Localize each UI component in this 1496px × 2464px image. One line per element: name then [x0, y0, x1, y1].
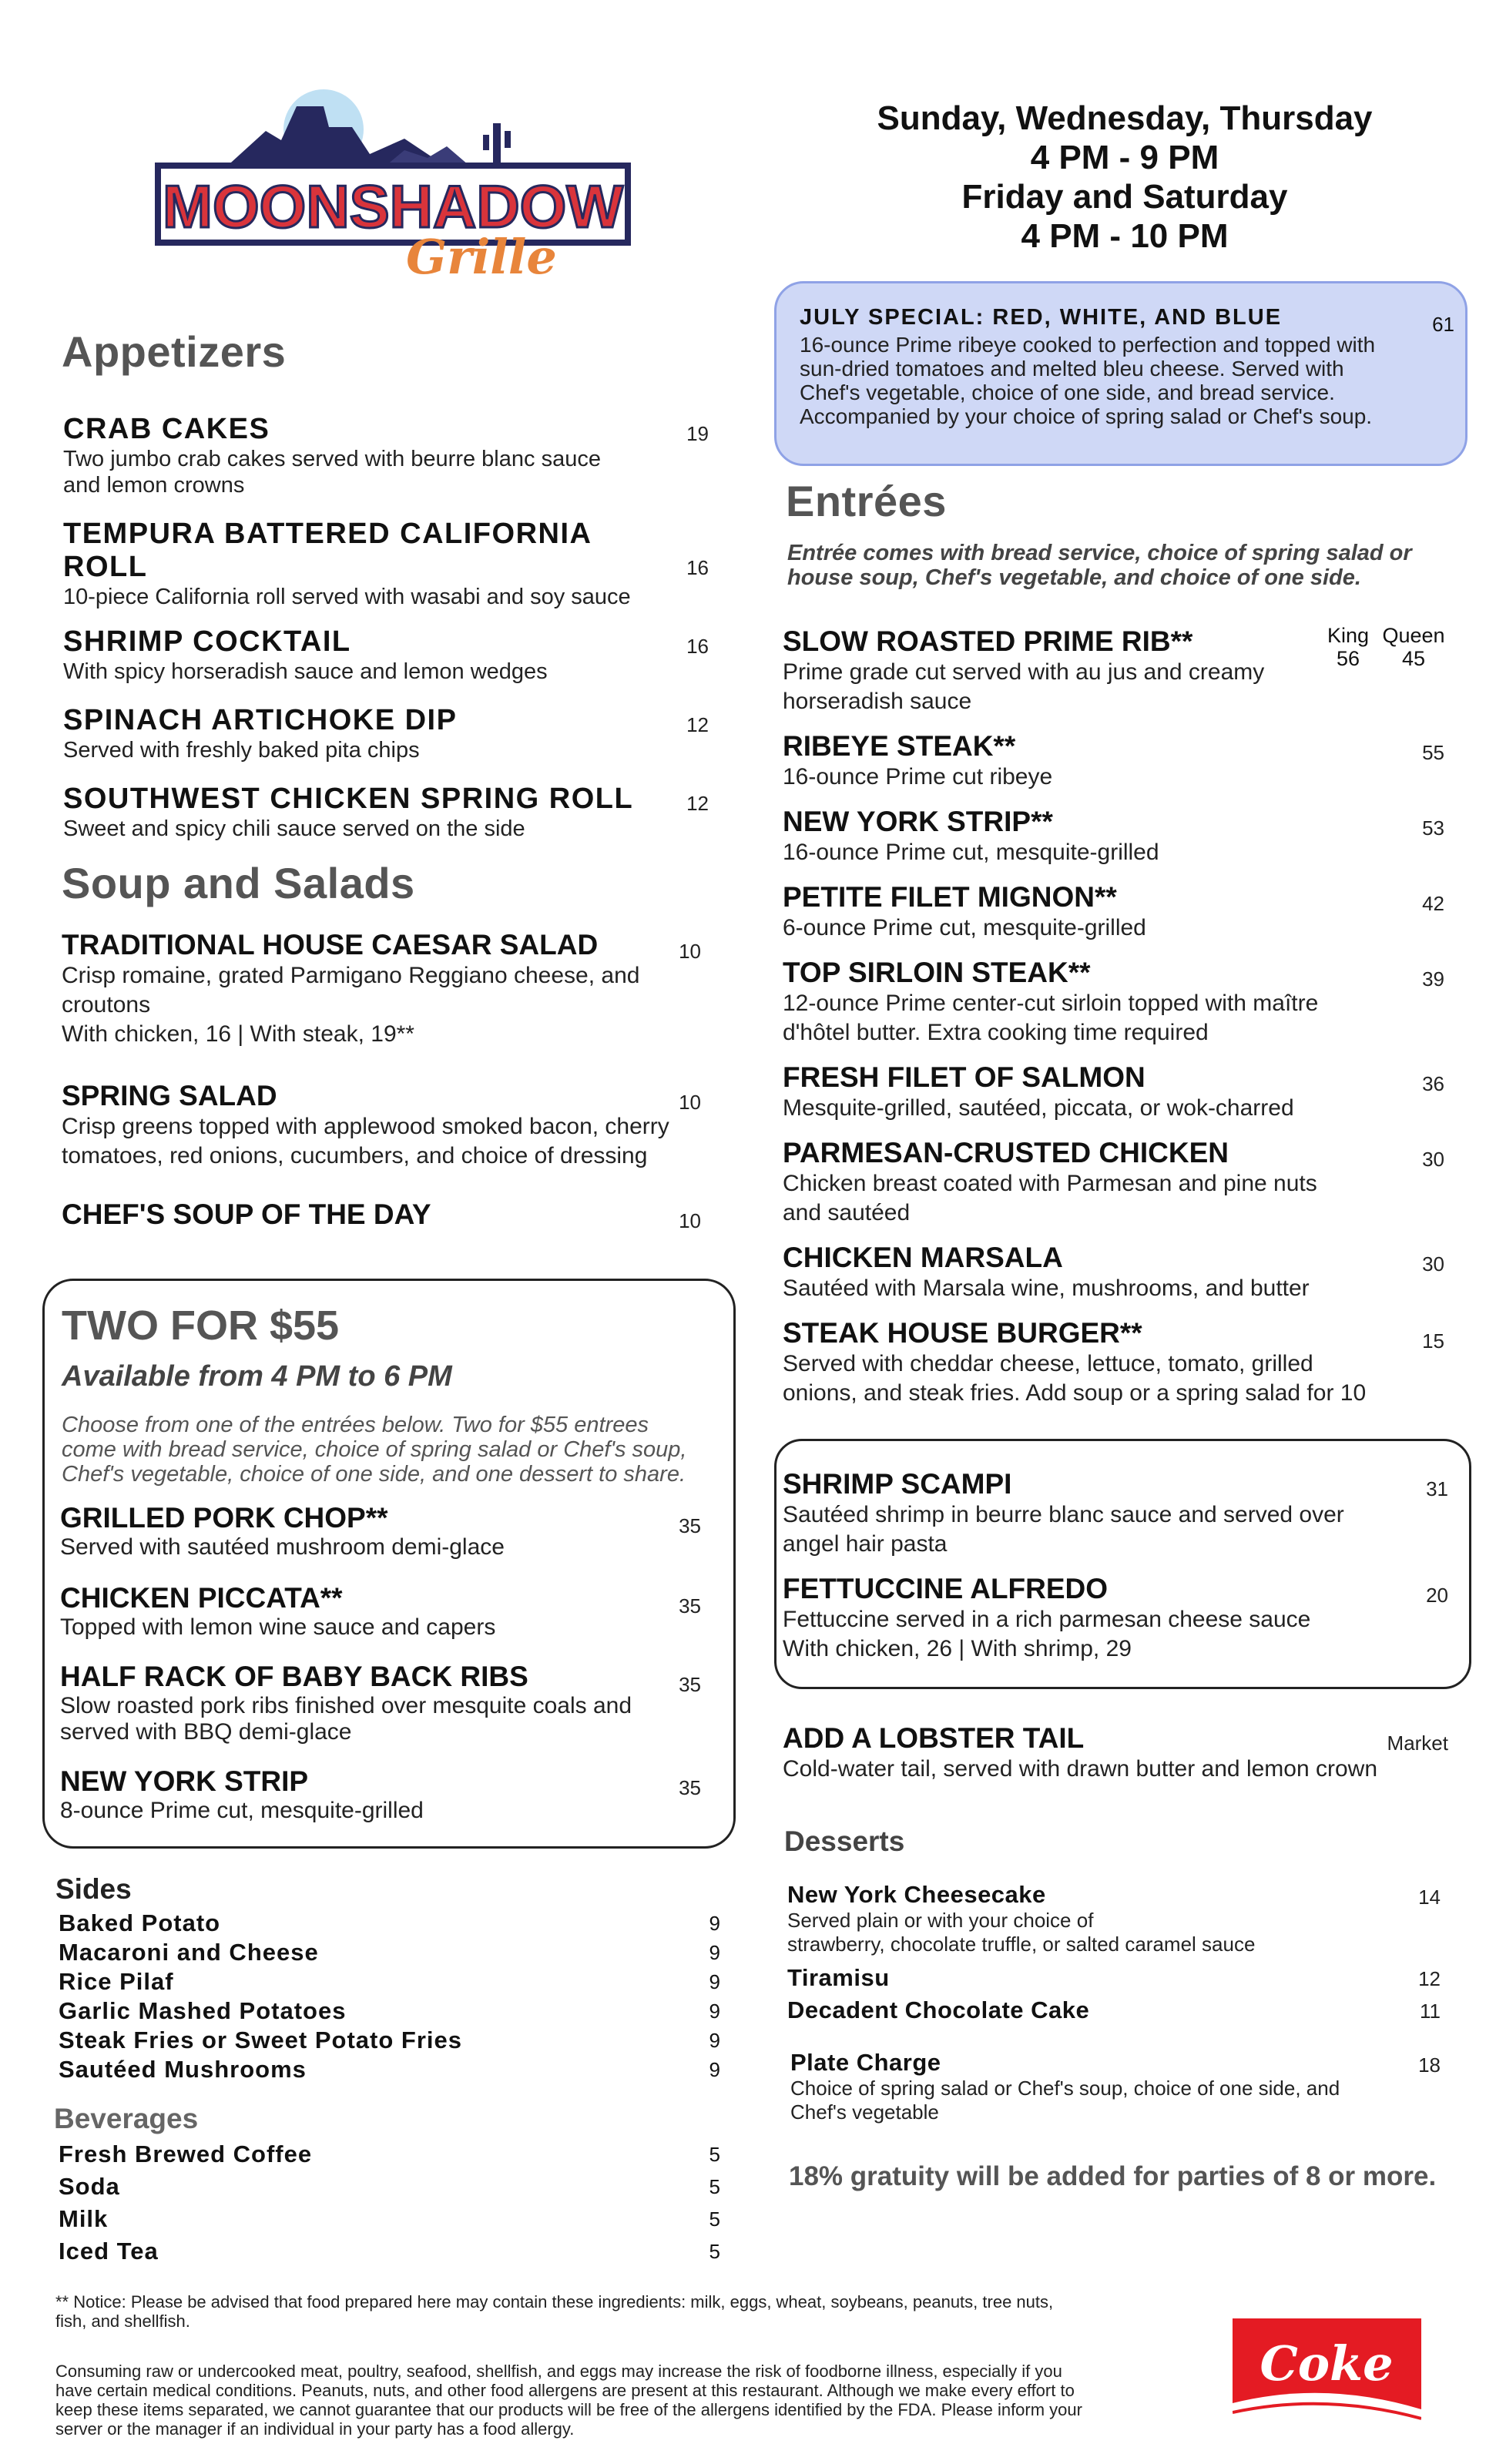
item-desc: 10-piece California roll served with wasabi and soy sauce	[63, 585, 631, 609]
item-name: ADD A LOBSTER TAIL	[783, 1722, 1085, 1754]
notice-line: fish, and shellfish.	[55, 2311, 190, 2331]
item-desc: Sautéed with Marsala wine, mushrooms, and butter	[783, 1276, 1310, 1301]
item-desc	[62, 961, 709, 1049]
item-desc-line: d'hôtel butter. Extra cooking time required	[783, 1020, 1209, 1045]
item-name: FRESH FILET OF SALMON	[783, 1061, 1145, 1093]
king-price-block	[1321, 624, 1375, 670]
item-desc-line: With chicken, 26 | With shrimp, 29	[783, 1636, 1132, 1661]
menu-item	[783, 806, 1461, 867]
item-desc-line: Sautéed shrimp in beurre blanc sauce and served over	[783, 1502, 1344, 1527]
side-name: Steak Fries or Sweet Potato Fries	[59, 2027, 463, 2053]
item-price: 12	[686, 713, 709, 736]
beverage-item	[59, 2171, 721, 2203]
side-item	[59, 1996, 721, 2026]
side-item	[59, 2055, 721, 2084]
item-name: STEAK HOUSE BURGER**	[783, 1317, 1142, 1349]
menu-item	[60, 1502, 707, 1561]
item-name-cont: ROLL	[63, 551, 148, 583]
queen-price-block	[1379, 624, 1448, 670]
beverage-price: 5	[709, 2175, 721, 2198]
item-name: SHRIMP SCAMPI	[783, 1468, 1012, 1500]
item-price: 53	[1422, 816, 1444, 840]
item-price: 16	[686, 556, 709, 579]
item-desc	[783, 1500, 1461, 1559]
side-name: Sautéed Mushrooms	[59, 2056, 307, 2083]
item-name: CHEF'S SOUP OF THE DAY	[62, 1198, 431, 1230]
item-desc	[783, 1605, 1461, 1664]
item-desc	[63, 446, 710, 498]
dessert-desc-line: Chef's vegetable	[790, 2100, 939, 2124]
beverage-name: Iced Tea	[59, 2238, 159, 2265]
side-name: Macaroni and Cheese	[59, 1939, 319, 1966]
logo-main-text: MOONSHADOW	[163, 173, 623, 240]
dessert-price: 11	[1420, 2000, 1441, 2023]
king-label: King	[1327, 624, 1370, 647]
dessert-price: 14	[1418, 1886, 1441, 1909]
sides-list	[59, 1909, 721, 2084]
logo-graphic	[150, 85, 636, 285]
item-price: 36	[1422, 1072, 1444, 1095]
side-name: Rice Pilaf	[59, 1968, 174, 1995]
item-desc-line: Chicken breast coated with Parmesan and pine nuts	[783, 1171, 1317, 1196]
hours-line: 4 PM - 10 PM	[1021, 217, 1229, 255]
menu-item	[60, 1765, 707, 1824]
item-name: NEW YORK STRIP	[60, 1765, 309, 1797]
item-price: 16	[686, 635, 709, 658]
special-desc	[800, 333, 1375, 428]
item-desc: Topped with lemon wine sauce and capers	[60, 1614, 496, 1640]
item-price: 20	[1426, 1584, 1448, 1607]
item-desc-line: onions, and steak fries. Add soup or a spring salad for 10	[783, 1380, 1367, 1406]
beverages-heading: Beverages	[54, 2103, 199, 2134]
appetizers-heading: Appetizers	[62, 327, 287, 376]
menu-item	[63, 704, 710, 763]
item-desc: Served with freshly baked pita chips	[63, 738, 420, 763]
item-desc: With spicy horseradish sauce and lemon wedges	[63, 659, 548, 684]
item-desc-line: Fettuccine served in a rich parmesan cheese sauce	[783, 1607, 1311, 1632]
item-name: RIBEYE STEAK**	[783, 730, 1016, 762]
dessert-item	[790, 2049, 1453, 2124]
item-price: 30	[1422, 1252, 1444, 1276]
coke-logo	[1233, 2318, 1421, 2426]
item-name: NEW YORK STRIP**	[783, 806, 1053, 837]
item-desc	[60, 1693, 707, 1745]
item-price: 12	[686, 792, 709, 815]
item-price: Market	[1387, 1732, 1448, 1755]
side-item	[59, 1967, 721, 1996]
side-price: 9	[709, 1970, 721, 1993]
dessert-item	[787, 1964, 1450, 1992]
item-desc: Served with sautéed mushroom demi-glace	[60, 1534, 505, 1560]
dessert-price: 18	[1418, 2053, 1441, 2077]
menu-item	[783, 1317, 1461, 1408]
beverages-list	[59, 2138, 721, 2268]
item-desc-line: Crisp romaine, grated Parmigano Reggiano cheese, and	[62, 963, 640, 988]
item-desc: Sweet and spicy chili sauce served on the side	[63, 816, 525, 841]
two-for-sub: Available from 4 PM to 6 PM	[62, 1360, 452, 1393]
beverage-price: 5	[709, 2143, 721, 2166]
menu-item	[62, 1198, 709, 1231]
item-desc-line: served with BBQ demi-glace	[60, 1719, 352, 1745]
queen-price: 45	[1401, 647, 1426, 670]
item-desc-line: Slow roasted pork ribs finished over mesquite coals and	[60, 1693, 632, 1718]
entrees-heading: Entrées	[786, 477, 947, 525]
item-name: PARMESAN-CRUSTED CHICKEN	[783, 1137, 1229, 1168]
desserts-heading: Desserts	[784, 1825, 905, 1857]
allergen-notice	[55, 2292, 1211, 2331]
item-desc-line: With chicken, 16 | With steak, 19**	[62, 1021, 414, 1047]
item-desc: Cold-water tail, served with drawn butter and lemon crown	[783, 1756, 1378, 1782]
hours-line: Friday and Saturday	[961, 178, 1288, 216]
menu-item	[783, 1573, 1461, 1664]
side-price: 9	[709, 2058, 721, 2081]
menu-item	[63, 518, 710, 610]
entrees-note	[787, 541, 1412, 590]
item-desc-line: croutons	[62, 992, 151, 1017]
item-price: 10	[679, 1209, 701, 1232]
menu-item	[60, 1582, 707, 1641]
item-name: PETITE FILET MIGNON**	[783, 881, 1117, 913]
item-price: 39	[1422, 967, 1444, 991]
coke-logo-text: Coke	[1260, 2335, 1394, 2392]
item-desc-line: and sautéed	[783, 1200, 911, 1225]
side-item	[59, 1938, 721, 1967]
item-desc-line: angel hair pasta	[783, 1531, 948, 1557]
item-desc: 8-ounce Prime cut, mesquite-grilled	[60, 1798, 424, 1823]
restaurant-logo	[150, 85, 636, 285]
gratuity-note: 18% gratuity will be added for parties of 8 or more.	[789, 2161, 1437, 2191]
item-name: CHICKEN PICCATA**	[60, 1582, 343, 1614]
item-price: 35	[679, 1594, 701, 1618]
item-desc: 16-ounce Prime cut ribeye	[783, 764, 1053, 789]
menu-item	[783, 1468, 1461, 1559]
dessert-desc-line: Served plain or with your choice of	[787, 1909, 1094, 1932]
menu-item	[783, 957, 1461, 1048]
dessert-name: Plate Charge	[790, 2049, 941, 2076]
menu-item	[783, 1242, 1461, 1303]
beverage-price: 5	[709, 2240, 721, 2263]
beverage-name: Soda	[59, 2173, 120, 2200]
menu-item	[783, 881, 1461, 943]
item-name: SPRING SALAD	[62, 1080, 277, 1111]
item-name: HALF RACK OF BABY BACK RIBS	[60, 1661, 528, 1692]
item-name: TRADITIONAL HOUSE CAESAR SALAD	[62, 929, 599, 960]
disclaimer-line: keep these items separated, we cannot guarantee that our products will be free of the allergens identified by the FDA. Please inform your	[55, 2400, 1082, 2419]
entrees-note-line: house soup, Chef's vegetable, and choice of one side.	[787, 565, 1361, 590]
hours-line: 4 PM - 9 PM	[1030, 139, 1219, 176]
menu-item	[783, 1137, 1461, 1228]
item-price: 19	[686, 422, 709, 445]
item-desc-line: Prime grade cut served with au jus and creamy	[783, 659, 1265, 685]
item-price: 35	[679, 1673, 701, 1696]
beverage-item	[59, 2235, 721, 2268]
item-price: 35	[679, 1514, 701, 1537]
item-desc: Mesquite-grilled, sautéed, piccata, or wok-charred	[783, 1095, 1294, 1121]
item-price: 10	[679, 1091, 701, 1114]
dessert-desc-line: Choice of spring salad or Chef's soup, choice of one side, and	[790, 2077, 1340, 2100]
item-desc-line: Two jumbo crab cakes served with beurre blanc sauce	[63, 447, 601, 471]
side-name: Baked Potato	[59, 1909, 221, 1936]
item-desc	[783, 1169, 1461, 1228]
beverage-name: Milk	[59, 2205, 109, 2232]
dessert-price: 12	[1418, 1967, 1441, 1990]
beverage-price: 5	[709, 2208, 721, 2231]
item-price: 55	[1422, 741, 1444, 764]
two-for-note-line: come with bread service, choice of spring salad or Chef's soup,	[62, 1437, 687, 1462]
menu-item	[783, 730, 1461, 792]
two-for-note-line: Choose from one of the entrées below. Two for $55 entrees	[62, 1413, 649, 1437]
item-price: 30	[1422, 1148, 1444, 1171]
side-item	[59, 2026, 721, 2055]
item-name: CRAB CAKES	[63, 413, 270, 445]
dessert-name: Decadent Chocolate Cake	[787, 1996, 1090, 2023]
sides-heading: Sides	[55, 1873, 132, 1905]
beverage-item	[59, 2138, 721, 2171]
food-disclaimer	[55, 2362, 1226, 2439]
menu-item	[63, 783, 710, 842]
item-desc	[62, 1112, 724, 1171]
item-name: TOP SIRLOIN STEAK**	[783, 957, 1091, 988]
item-price: 31	[1426, 1477, 1448, 1500]
notice-line: ** Notice: Please be advised that food prepared here may contain these ingredients: milk, eggs, wheat, soybeans, peanuts, tree nuts,	[55, 2292, 1054, 2311]
item-desc-line: horseradish sauce	[783, 689, 972, 714]
item-name: GRILLED PORK CHOP**	[60, 1502, 388, 1534]
item-name: SOUTHWEST CHICKEN SPRING ROLL	[63, 783, 634, 815]
special-desc-line: Chef's vegetable, choice of one side, and bread service.	[800, 380, 1335, 404]
dessert-name: Tiramisu	[787, 1964, 890, 1991]
disclaimer-line: server or the manager if an individual in your party has a food allergy.	[55, 2419, 575, 2439]
item-name: FETTUCCINE ALFREDO	[783, 1573, 1109, 1604]
beverage-item	[59, 2203, 721, 2235]
logo-script-text: Grille	[406, 229, 557, 285]
item-name: SLOW ROASTED PRIME RIB**	[783, 625, 1193, 657]
side-price: 9	[709, 1912, 721, 1935]
special-price: 61	[1432, 313, 1454, 336]
coke-logo-graphic	[1233, 2318, 1421, 2426]
side-item	[59, 1909, 721, 1938]
item-name: SHRIMP COCKTAIL	[63, 625, 351, 658]
special-desc-line: sun-dried tomatoes and melted bleu cheese. Served with	[800, 357, 1344, 380]
item-desc-line: tomatoes, red onions, cucumbers, and choice of dressing	[62, 1143, 648, 1168]
special-desc-line: 16-ounce Prime ribeye cooked to perfection and topped with	[800, 333, 1376, 357]
two-for-heading: TWO FOR $55	[62, 1302, 340, 1349]
side-name: Garlic Mashed Potatoes	[59, 1997, 347, 2024]
dessert-item	[787, 1881, 1450, 1956]
side-price: 9	[709, 2029, 721, 2052]
item-price: 10	[679, 940, 701, 963]
item-price: 35	[679, 1776, 701, 1799]
disclaimer-line: Consuming raw or undercooked meat, poultry, seafood, shellfish, and eggs may increase the risk of foodborne illness, especially if you	[55, 2362, 1062, 2381]
item-desc	[783, 1349, 1461, 1408]
item-price: 15	[1422, 1329, 1444, 1353]
hours-line: Sunday, Wednesday, Thursday	[877, 99, 1373, 137]
special-desc-line: Accompanied by your choice of spring salad or Chef's soup.	[800, 404, 1373, 428]
entrees-note-line: Entrée comes with bread service, choice of spring salad or	[787, 541, 1412, 565]
item-desc-line: Served with cheddar cheese, lettuce, tomato, grilled	[783, 1351, 1313, 1376]
item-desc-line: 12-ounce Prime center-cut sirloin topped with maître	[783, 991, 1319, 1016]
dessert-desc	[787, 1909, 1450, 1956]
menu-item	[62, 929, 709, 1049]
item-desc	[783, 989, 1461, 1048]
beverage-name: Fresh Brewed Coffee	[59, 2140, 313, 2167]
soups-heading: Soup and Salads	[62, 859, 415, 907]
dessert-item	[787, 1996, 1450, 2024]
special-title: JULY SPECIAL: RED, WHITE, AND BLUE	[800, 305, 1283, 330]
side-price: 9	[709, 2000, 721, 2023]
menu-item	[62, 1080, 724, 1171]
menu-item	[63, 413, 710, 498]
queen-label: Queen	[1382, 624, 1445, 647]
menu-item	[60, 1661, 707, 1745]
two-for-note	[62, 1413, 687, 1487]
dessert-name: New York Cheesecake	[787, 1881, 1046, 1908]
dessert-desc-line: strawberry, chocolate truffle, or salted caramel sauce	[787, 1933, 1256, 1956]
item-name: SPINACH ARTICHOKE DIP	[63, 704, 458, 736]
dessert-desc	[790, 2077, 1453, 2124]
two-for-note-line: Chef's vegetable, choice of one side, and one dessert to share.	[62, 1462, 686, 1487]
item-price: 42	[1422, 892, 1444, 915]
item-desc-line: and lemon crowns	[63, 473, 245, 498]
menu-item	[783, 1061, 1461, 1123]
special-box	[774, 281, 1467, 466]
hours-block	[801, 99, 1448, 256]
item-desc-line: Crisp greens topped with applewood smoked bacon, cherry	[62, 1114, 669, 1139]
item-desc: 6-ounce Prime cut, mesquite-grilled	[783, 915, 1146, 940]
item-desc: 16-ounce Prime cut, mesquite-grilled	[783, 840, 1159, 865]
menu-item	[63, 625, 710, 685]
king-price: 56	[1336, 647, 1360, 670]
disclaimer-line: have certain medical conditions. Peanuts, nuts, and other food allergens are present at this restaurant. Although we make every effort to	[55, 2381, 1075, 2400]
item-name: CHICKEN MARSALA	[783, 1242, 1063, 1273]
item-name: TEMPURA BATTERED CALIFORNIA	[63, 518, 592, 550]
side-price: 9	[709, 1941, 721, 1964]
